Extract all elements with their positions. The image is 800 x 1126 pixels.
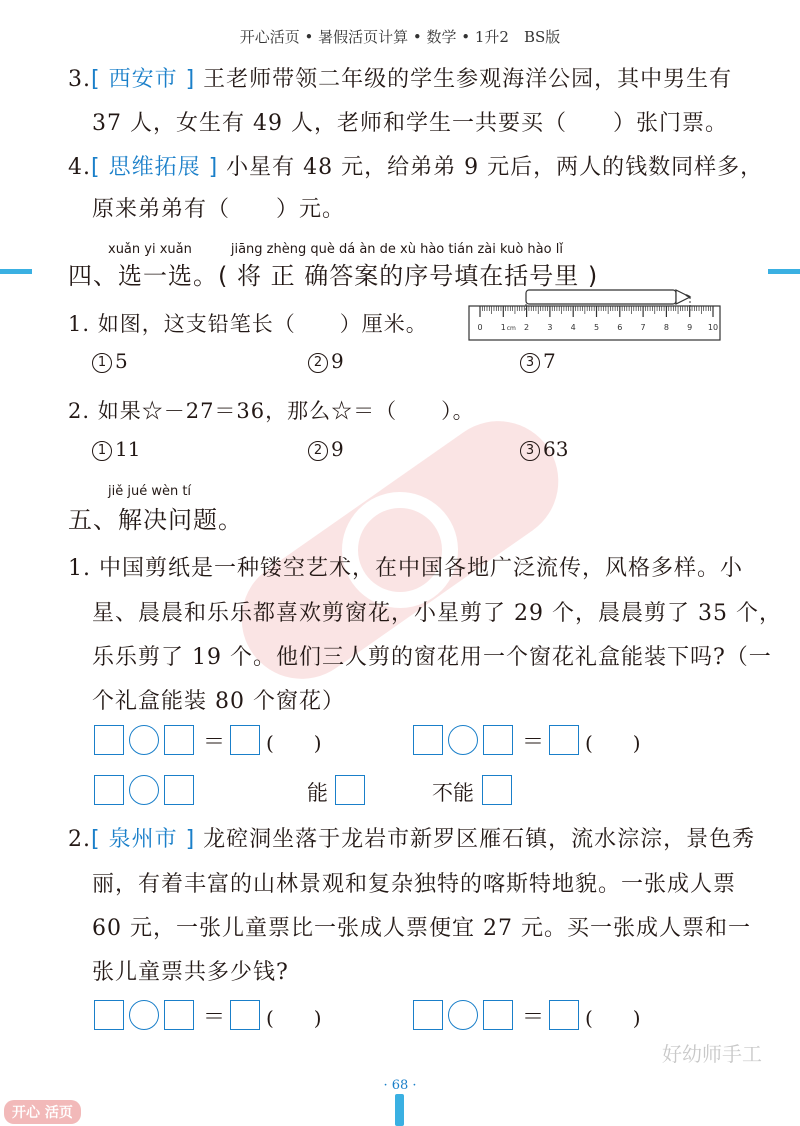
operator-circle[interactable] [129, 775, 159, 805]
choice-question-2: 2. 如果☆－27＝36，那么☆＝（ ）。 [68, 399, 475, 423]
q2-option-3[interactable]: 3 63 [520, 437, 568, 461]
problem2-line4: 张儿童票共多少钱? [92, 960, 289, 985]
answer-box[interactable] [413, 1000, 443, 1030]
answer-box[interactable] [94, 775, 124, 805]
operator-circle[interactable] [129, 1000, 159, 1030]
q3-region-tag: [ 西安市 ] [91, 67, 196, 92]
can-label: 能 [307, 781, 328, 805]
unit-paren[interactable]: ( ) [266, 1006, 322, 1030]
equals-sign: ＝ [522, 730, 545, 755]
section5-pinyin: jiě jué wèn tí [108, 484, 192, 499]
unit-paren[interactable]: ( ) [266, 731, 322, 755]
page-header: 开心活页 • 暑假活页计算 • 数学 • 1升2 BS版 [239, 28, 561, 46]
page-number: · 68 · [383, 1078, 417, 1093]
answer-box[interactable] [413, 725, 443, 755]
answer-box[interactable] [483, 1000, 513, 1030]
ruler-tick-label: 7 [640, 323, 646, 332]
problem2-line2: 丽，有着丰富的山林景观和复杂独特的喀斯特地貌。一张成人票 [92, 872, 737, 897]
cannot-checkbox[interactable] [482, 775, 512, 805]
q1-option-2[interactable]: 2 9 [308, 349, 344, 373]
equals-sign: ＝ [203, 1005, 226, 1030]
q4-number: 4. [68, 155, 91, 180]
unit-paren[interactable]: ( ) [585, 731, 641, 755]
ruler-tick-label: 4 [570, 323, 576, 332]
answer-box[interactable] [230, 725, 260, 755]
operator-circle[interactable] [448, 1000, 478, 1030]
answer-box[interactable] [94, 725, 124, 755]
equals-sign: ＝ [203, 730, 226, 755]
ruler-tick-label: 9 [687, 323, 693, 332]
answer-box[interactable] [164, 775, 194, 805]
answer-box[interactable] [483, 725, 513, 755]
choice-question-1: 1. 如图，这支铅笔长（ ）厘米。 [68, 312, 428, 336]
ruler-tick-label: 0 [477, 323, 483, 332]
unit-paren[interactable]: ( ) [585, 1006, 641, 1030]
operator-circle[interactable] [448, 725, 478, 755]
section5-title: 五、解决问题。 [68, 506, 243, 534]
answer-box[interactable] [549, 725, 579, 755]
q4-region-tag: [ 思维拓展 ] [91, 155, 219, 180]
q3-text-line2: 37 人，女生有 49 人，老师和学生一共要买（ ）张门票。 [92, 111, 728, 136]
q2-option-1[interactable]: 1 11 [92, 437, 140, 461]
left-side-mark [0, 269, 32, 274]
problem1-line3: 乐乐剪了 19 个。他们三人剪的窗花用一个窗花礼盒能装下吗?（一 [92, 645, 772, 670]
problem1-line4: 个礼盒能装 80 个窗花） [92, 689, 345, 714]
answer-box[interactable] [230, 1000, 260, 1030]
answer-box[interactable] [164, 725, 194, 755]
section4-pinyin: xuǎn yi xuǎn jiāng zhèng què dá àn de xù hào tián zài kuò hào lǐ [108, 242, 563, 257]
answer-box[interactable] [164, 1000, 194, 1030]
ruler-tick-label: cm [506, 325, 516, 332]
q2-option-2[interactable]: 2 9 [308, 437, 344, 461]
cannot-label: 不能 [432, 781, 474, 805]
q4-text-line1: 小星有 48 元，给弟弟 9 元后，两人的钱数同样多， [226, 155, 764, 180]
p2-text-line1: 龙硿洞坐落于龙岩市新罗区雁石镇，流水淙淙，景色秀 [203, 827, 756, 852]
right-side-mark [768, 269, 800, 274]
section4-title: 四、选一选。( 将 正 确答案的序号填在括号里 ) [68, 262, 599, 290]
q1-option-3[interactable]: 3 7 [520, 349, 556, 373]
problem2-line1 [68, 822, 755, 853]
fill-question-4-line1 [68, 150, 763, 181]
watermark-text: 好幼师手工 [662, 1042, 762, 1066]
ruler-tick-label: 2 [524, 323, 530, 332]
operator-circle[interactable] [129, 725, 159, 755]
ruler-tick-label: 5 [593, 323, 600, 332]
equals-sign: ＝ [522, 1005, 545, 1030]
ruler-tick-label: 3 [547, 323, 553, 332]
q1-option-1[interactable]: 1 5 [92, 349, 128, 373]
problem1-line2: 星、晨晨和乐乐都喜欢剪窗花，小星剪了 29 个，晨晨剪了 35 个， [92, 601, 782, 626]
ruler-pencil-figure [468, 286, 722, 342]
problem2-line3: 60 元，一张儿童票比一张成人票便宜 27 元。买一张成人票和一 [92, 916, 751, 941]
ruler-tick-label: 1 [500, 323, 506, 332]
ruler-tick-label: 6 [617, 323, 623, 332]
can-checkbox[interactable] [335, 775, 365, 805]
problem1-line1: 1. 中国剪纸是一种镂空艺术，在中国各地广泛流传，风格多样。小 [68, 556, 743, 581]
q4-text-line2: 原来弟弟有（ ）元。 [92, 197, 346, 222]
p2-number: 2. [68, 827, 91, 852]
answer-box[interactable] [94, 1000, 124, 1030]
ruler-tick-label: 8 [663, 323, 669, 332]
page-tab-mark [395, 1094, 404, 1126]
answer-box[interactable] [549, 1000, 579, 1030]
q3-number: 3. [68, 67, 91, 92]
q3-text-line1: 王老师带领二年级的学生参观海洋公园，其中男生有 [203, 67, 733, 92]
p2-region-tag: [ 泉州市 ] [91, 827, 196, 852]
brand-logo: 开心 活页 [4, 1100, 81, 1124]
ruler-tick-label: 10 [707, 323, 719, 332]
fill-question-3-line1 [68, 62, 732, 93]
